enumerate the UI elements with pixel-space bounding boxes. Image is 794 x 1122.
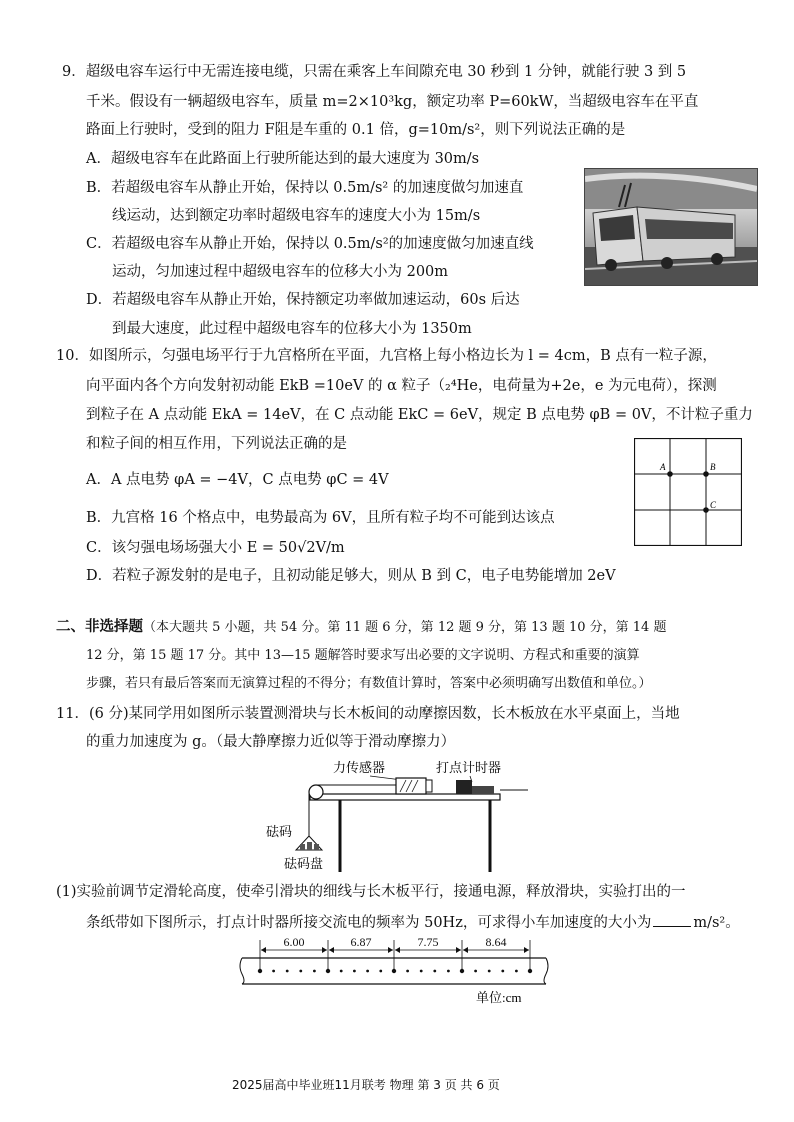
tape-dot	[353, 970, 356, 973]
q9-option-d: D．若超级电容车从静止开始，保持额定功率做加速运动，60s 后达	[86, 292, 520, 308]
section2-note-1: （本大题共 5 小题，共 54 分。第 11 题 6 分，第 12 题 9 分，第 13 题 10 分，第 14 题	[143, 620, 667, 635]
q11-stem-1: 11．(6 分)某同学用如图所示装置测滑块与长木板间的动摩擦因数，长木板放在水平桌面上，当地	[56, 706, 680, 722]
label-a: A	[660, 462, 666, 472]
tape-segment-label: 7.75	[417, 936, 439, 949]
arrowhead	[329, 947, 334, 953]
q9-option-d-cont: 到最大速度，此过程中超级电容车的位移大小为 1350m	[112, 321, 472, 337]
tape-dot	[286, 970, 289, 973]
q9-stem-2: 千米。假设有一辆超级电容车，质量 m=2×10³kg，额定功率 P=60kW，当超级电容车在平直	[86, 94, 699, 110]
arrowhead	[322, 947, 327, 953]
tape-dot	[433, 970, 436, 973]
weight-label: 砝码	[266, 824, 293, 839]
q10-stem-4: 和粒子间的相互作用，下列说法正确的是	[86, 436, 347, 452]
point-c	[703, 507, 709, 513]
q10-option-c: C．该匀强电场场强大小 E = 50√2V/m	[86, 540, 345, 556]
q11-part1-line2-wrap	[86, 912, 740, 933]
q10-stem-3: 到粒子在 A 点动能 EkA = 14eV，在 C 点动能 EkC = 6eV，规定 B 点电势 φB = 0V，不计粒子重力	[86, 407, 753, 423]
tape-dot	[501, 970, 504, 973]
q9-option-b: B．若超级电容车从静止开始，保持以 0.5m/s² 的加速度做匀加速直	[86, 180, 524, 196]
force-sensor-label: 力传感器	[333, 760, 386, 775]
timer-label: 打点计时器	[436, 760, 502, 775]
tape-dot	[299, 970, 302, 973]
arrowhead	[388, 947, 393, 953]
q9-stem-3: 路面上行驶时，受到的阻力 F阻是车重的 0.1 倍，g=10m/s²，则下列说法正确的是	[86, 122, 626, 138]
section2-note-2: 12 分，第 15 题 17 分。其中 13—15 题解答时要求写出必要的文字说明、方程式和重要的演算	[86, 648, 640, 663]
q10-stem-2: 向平面内各个方向发射初动能 EkB =10eV 的 α 粒子（₂⁴He，电荷量为+2e，e 为元电荷），探测	[86, 378, 717, 394]
section2-note-3: 步骤，若只有最后答案而无演算过程的不得分；有数值计算时，答案中必须明确写出数值和单位。）	[86, 676, 652, 691]
page-footer: 2025届高中毕业班11月联考 物理 第 3 页 共 6 页	[232, 1078, 500, 1092]
tape-segment-label: 8.64	[485, 936, 507, 949]
arrowhead	[524, 947, 529, 953]
q11-stem-2: 的重力加速度为 g。（最大静摩擦力近似等于滑动摩擦力）	[86, 734, 456, 750]
tape-segment-label: 6.00	[283, 936, 305, 949]
tape-segment-label: 6.87	[350, 936, 372, 949]
q10-option-d: D．若粒子源发射的是电子，且初动能足够大，则从 B 到 C，电子电势能增加 2eV	[86, 568, 616, 584]
q9-option-c-cont: 运动，匀加速过程中超级电容车的位移大小为 200m	[112, 264, 449, 280]
pan-label: 砝码盘	[284, 856, 324, 871]
point-a	[667, 471, 673, 477]
q11-part1-unit: m/s²。	[693, 915, 740, 931]
apparatus-figure	[260, 754, 540, 874]
tape-dot	[474, 970, 477, 973]
tape-dot	[313, 970, 316, 973]
section2-heading: 二、非选择题	[56, 618, 143, 635]
tape-dot	[488, 970, 491, 973]
q11-part1-line1: (1)实验前调节定滑轮高度，使牵引滑块的细线与长木板平行，接通电源，释放滑块，实验打出的一	[56, 884, 686, 900]
tape-dot	[366, 970, 369, 973]
tape-dots	[258, 969, 532, 973]
q10-option-b: B．九宫格 16 个格点中，电势最高为 6V，且所有粒子均不可能到达该点	[86, 510, 555, 526]
arrowhead	[395, 947, 400, 953]
tape-dot	[272, 970, 275, 973]
nine-grid-figure	[634, 438, 742, 546]
point-b	[703, 471, 709, 477]
label-b: B	[710, 462, 716, 472]
q9-option-b-cont: 线运动，达到额定功率时超级电容车的速度大小为 15m/s	[112, 208, 481, 224]
q10-option-a: A．A 点电势 φA = −4V，C 点电势 φC = 4V	[86, 472, 389, 488]
paper-tape-figure	[238, 936, 554, 1006]
tape-dot	[340, 970, 343, 973]
q9-option-c: C．若超级电容车从静止开始，保持以 0.5m/s²的加速度做匀加速直线	[86, 236, 534, 252]
arrowhead	[261, 947, 266, 953]
q10-stem-1: 10．如图所示，匀强电场平行于九宫格所在平面，九宫格上每小格边长为 l = 4cm，B 点有一粒子源，	[56, 348, 717, 364]
supercapacitor-bus-photo	[584, 168, 758, 286]
tape-dot	[447, 970, 450, 973]
label-c: C	[710, 500, 717, 510]
tape-dot	[379, 970, 382, 973]
section2-heading-line	[56, 617, 666, 638]
tape-dot	[515, 970, 518, 973]
answer-blank[interactable]	[653, 912, 691, 927]
tape-dot	[406, 970, 409, 973]
arrowhead	[456, 947, 461, 953]
tape-segments	[260, 936, 530, 972]
tape-dot	[420, 970, 423, 973]
q9-stem-1: 9．超级电容车运行中无需连接电缆，只需在乘客上车间隙充电 30 秒到 1 分钟，就能行驶 3 到 5	[62, 64, 687, 80]
q9-option-a: A．超级电容车在此路面上行驶所能达到的最大速度为 30m/s	[86, 151, 480, 167]
arrowhead	[463, 947, 468, 953]
tape-unit-label: 单位:cm	[476, 990, 522, 1005]
q11-part1-line2: 条纸带如下图所示，打点计时器所接交流电的频率为 50Hz，可求得小车加速度的大小为	[86, 915, 652, 931]
